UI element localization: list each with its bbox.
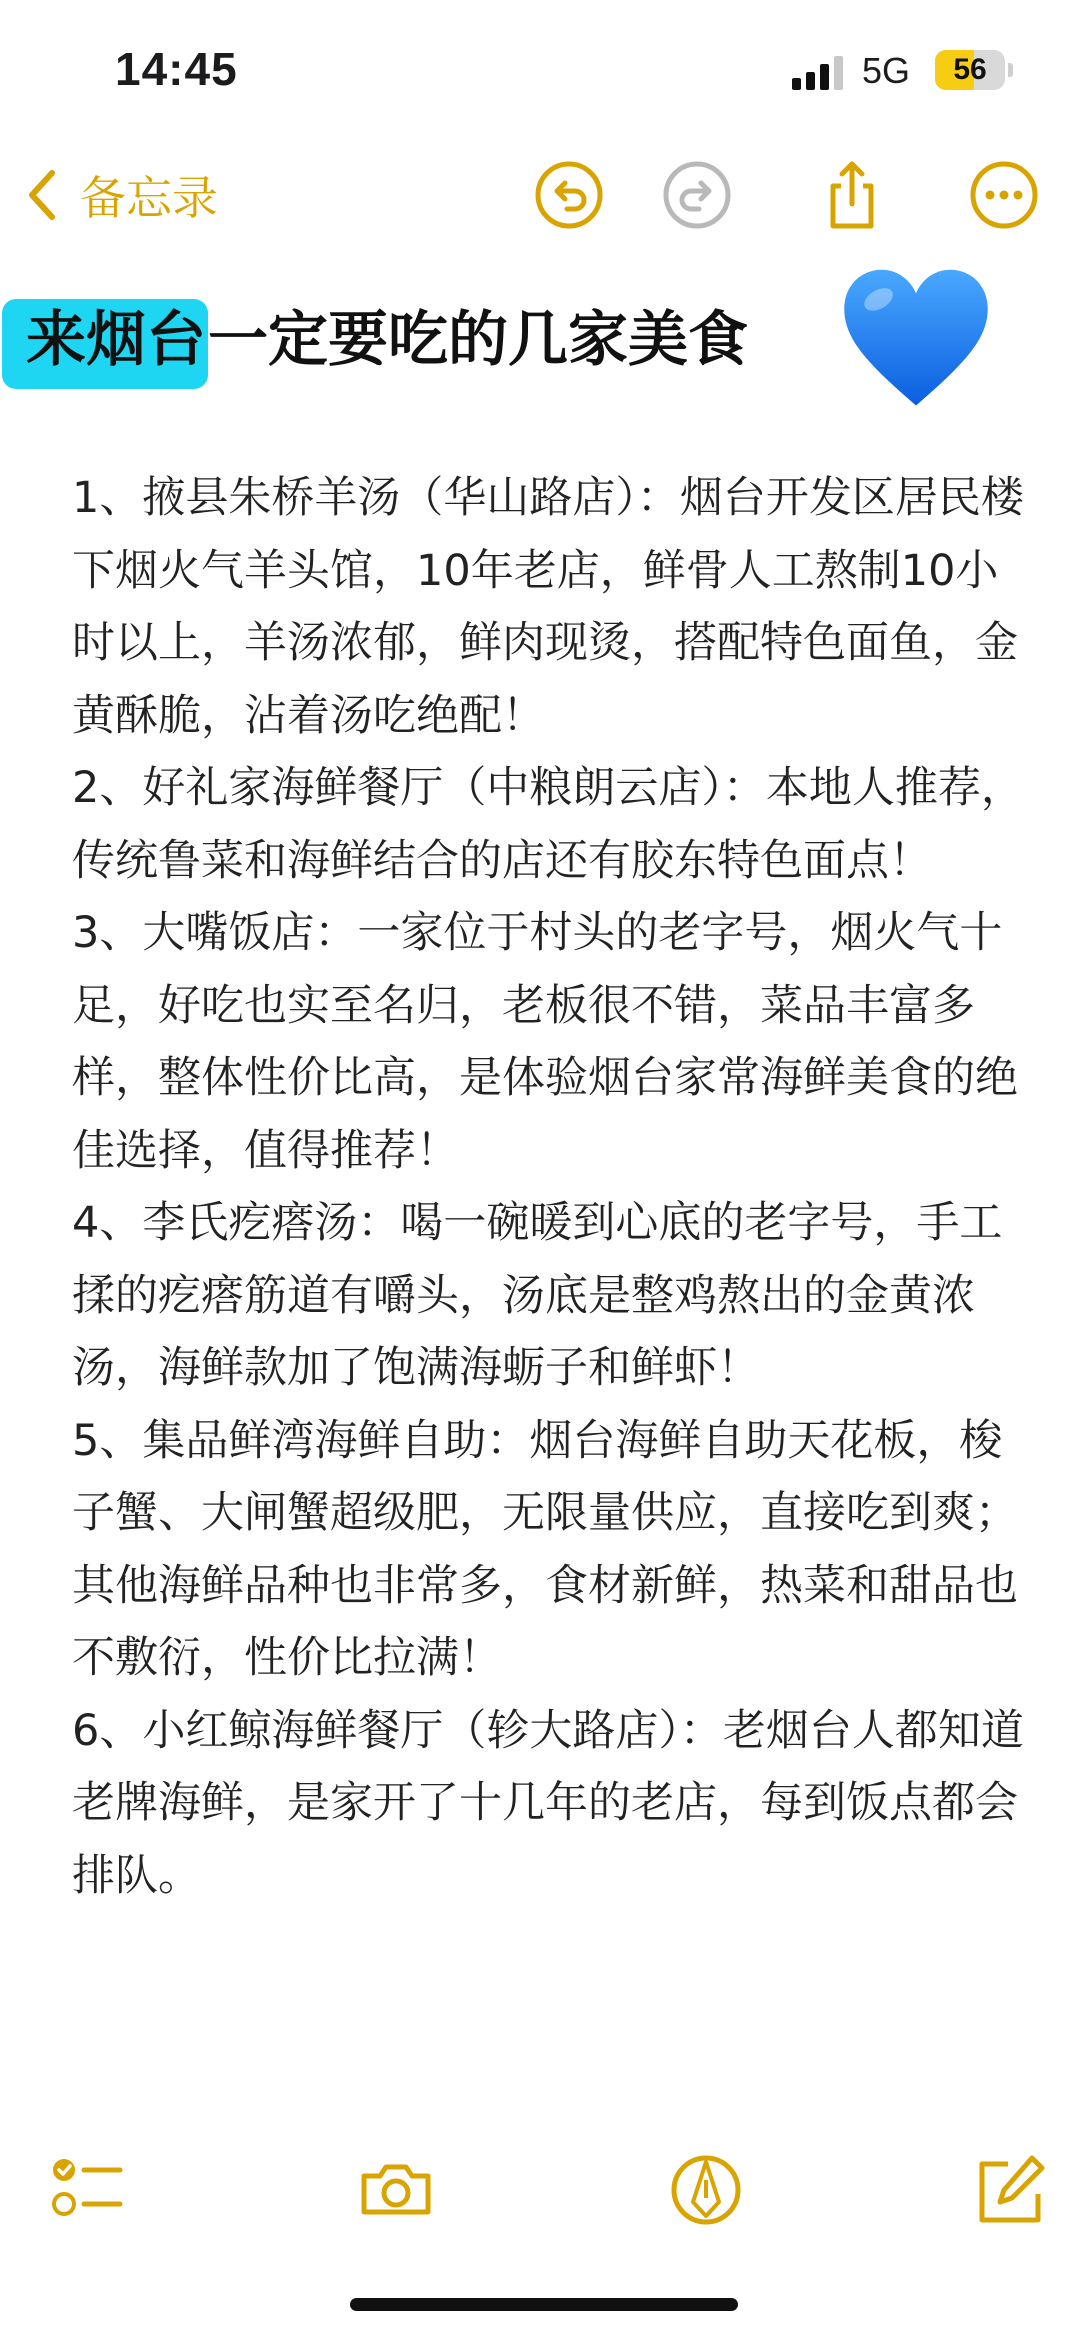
back-label: 备忘录 bbox=[80, 171, 218, 225]
back-button[interactable] bbox=[22, 160, 218, 230]
note-paragraph: 2、好礼家海鲜餐厅（中粮朗云店）：本地人推荐，传统鲁菜和海鲜结合的店还有胶东特色面点！ bbox=[72, 763, 1024, 886]
network-type: 5G bbox=[862, 50, 911, 91]
chevron-left-icon bbox=[22, 165, 62, 225]
note-paragraph: 6、小红鲸海鲜餐厅（轸大路店）：老烟台人都知道老牌海鲜，是家开了十几年的老店，每到饭点都会排队。 bbox=[72, 1705, 1024, 1901]
title-text: 一定要吃的几家美食 bbox=[208, 305, 748, 375]
home-indicator bbox=[350, 2298, 738, 2311]
note-title[interactable] bbox=[26, 300, 748, 380]
redo-icon[interactable] bbox=[660, 158, 734, 232]
share-icon[interactable] bbox=[815, 158, 889, 232]
note-paragraph: 5、集品鲜湾海鲜自助：烟台海鲜自助天花板，梭子蟹、大闸蟹超级肥，无限量供应，直接吃到爽；其他海鲜品种也非常多，食材新鲜，热菜和甜品也不敷衍，性价比拉满！ bbox=[72, 1415, 1018, 1683]
battery-indicator bbox=[935, 50, 1015, 92]
note-paragraph: 3、大嘴饭店：一家位于村头的老字号，烟火气十足，好吃也实至名归，老板很不错，菜品丰富多样，整体性价比高，是体验烟台家常海鲜美食的绝佳选择，值得推荐！ bbox=[72, 908, 1018, 1176]
status-time: 14:45 bbox=[115, 43, 238, 95]
checklist-icon[interactable] bbox=[48, 2150, 128, 2230]
note-paragraph: 1、掖县朱桥羊汤（华山路店）：烟台开发区居民楼下烟火气羊头馆，10年老店，鲜骨人工熬制10小时以上，羊汤浓郁，鲜肉现烫，搭配特色面鱼，金黄酥脆，沾着汤吃绝配！ bbox=[72, 473, 1024, 741]
more-icon[interactable] bbox=[967, 158, 1041, 232]
blue-heart-icon bbox=[838, 262, 994, 418]
note-body[interactable] bbox=[72, 462, 1032, 1912]
note-paragraph: 4、李氏疙瘩汤：喝一碗暖到心底的老字号，手工揉的疙瘩筋道有嚼头，汤底是整鸡熬出的金黄浓汤，海鲜款加了饱满海蛎子和鲜虾！ bbox=[72, 1198, 1003, 1393]
bottom-toolbar bbox=[0, 2150, 1080, 2240]
title-highlight: 来烟台 bbox=[2, 299, 208, 389]
signal-icon bbox=[790, 54, 850, 94]
undo-icon[interactable] bbox=[532, 158, 606, 232]
markup-icon[interactable] bbox=[666, 2150, 746, 2230]
status-bar bbox=[0, 0, 1080, 140]
camera-icon[interactable] bbox=[356, 2150, 436, 2230]
compose-icon[interactable] bbox=[970, 2150, 1050, 2230]
battery-level: 56 bbox=[953, 53, 987, 86]
nav-bar bbox=[0, 150, 1080, 240]
